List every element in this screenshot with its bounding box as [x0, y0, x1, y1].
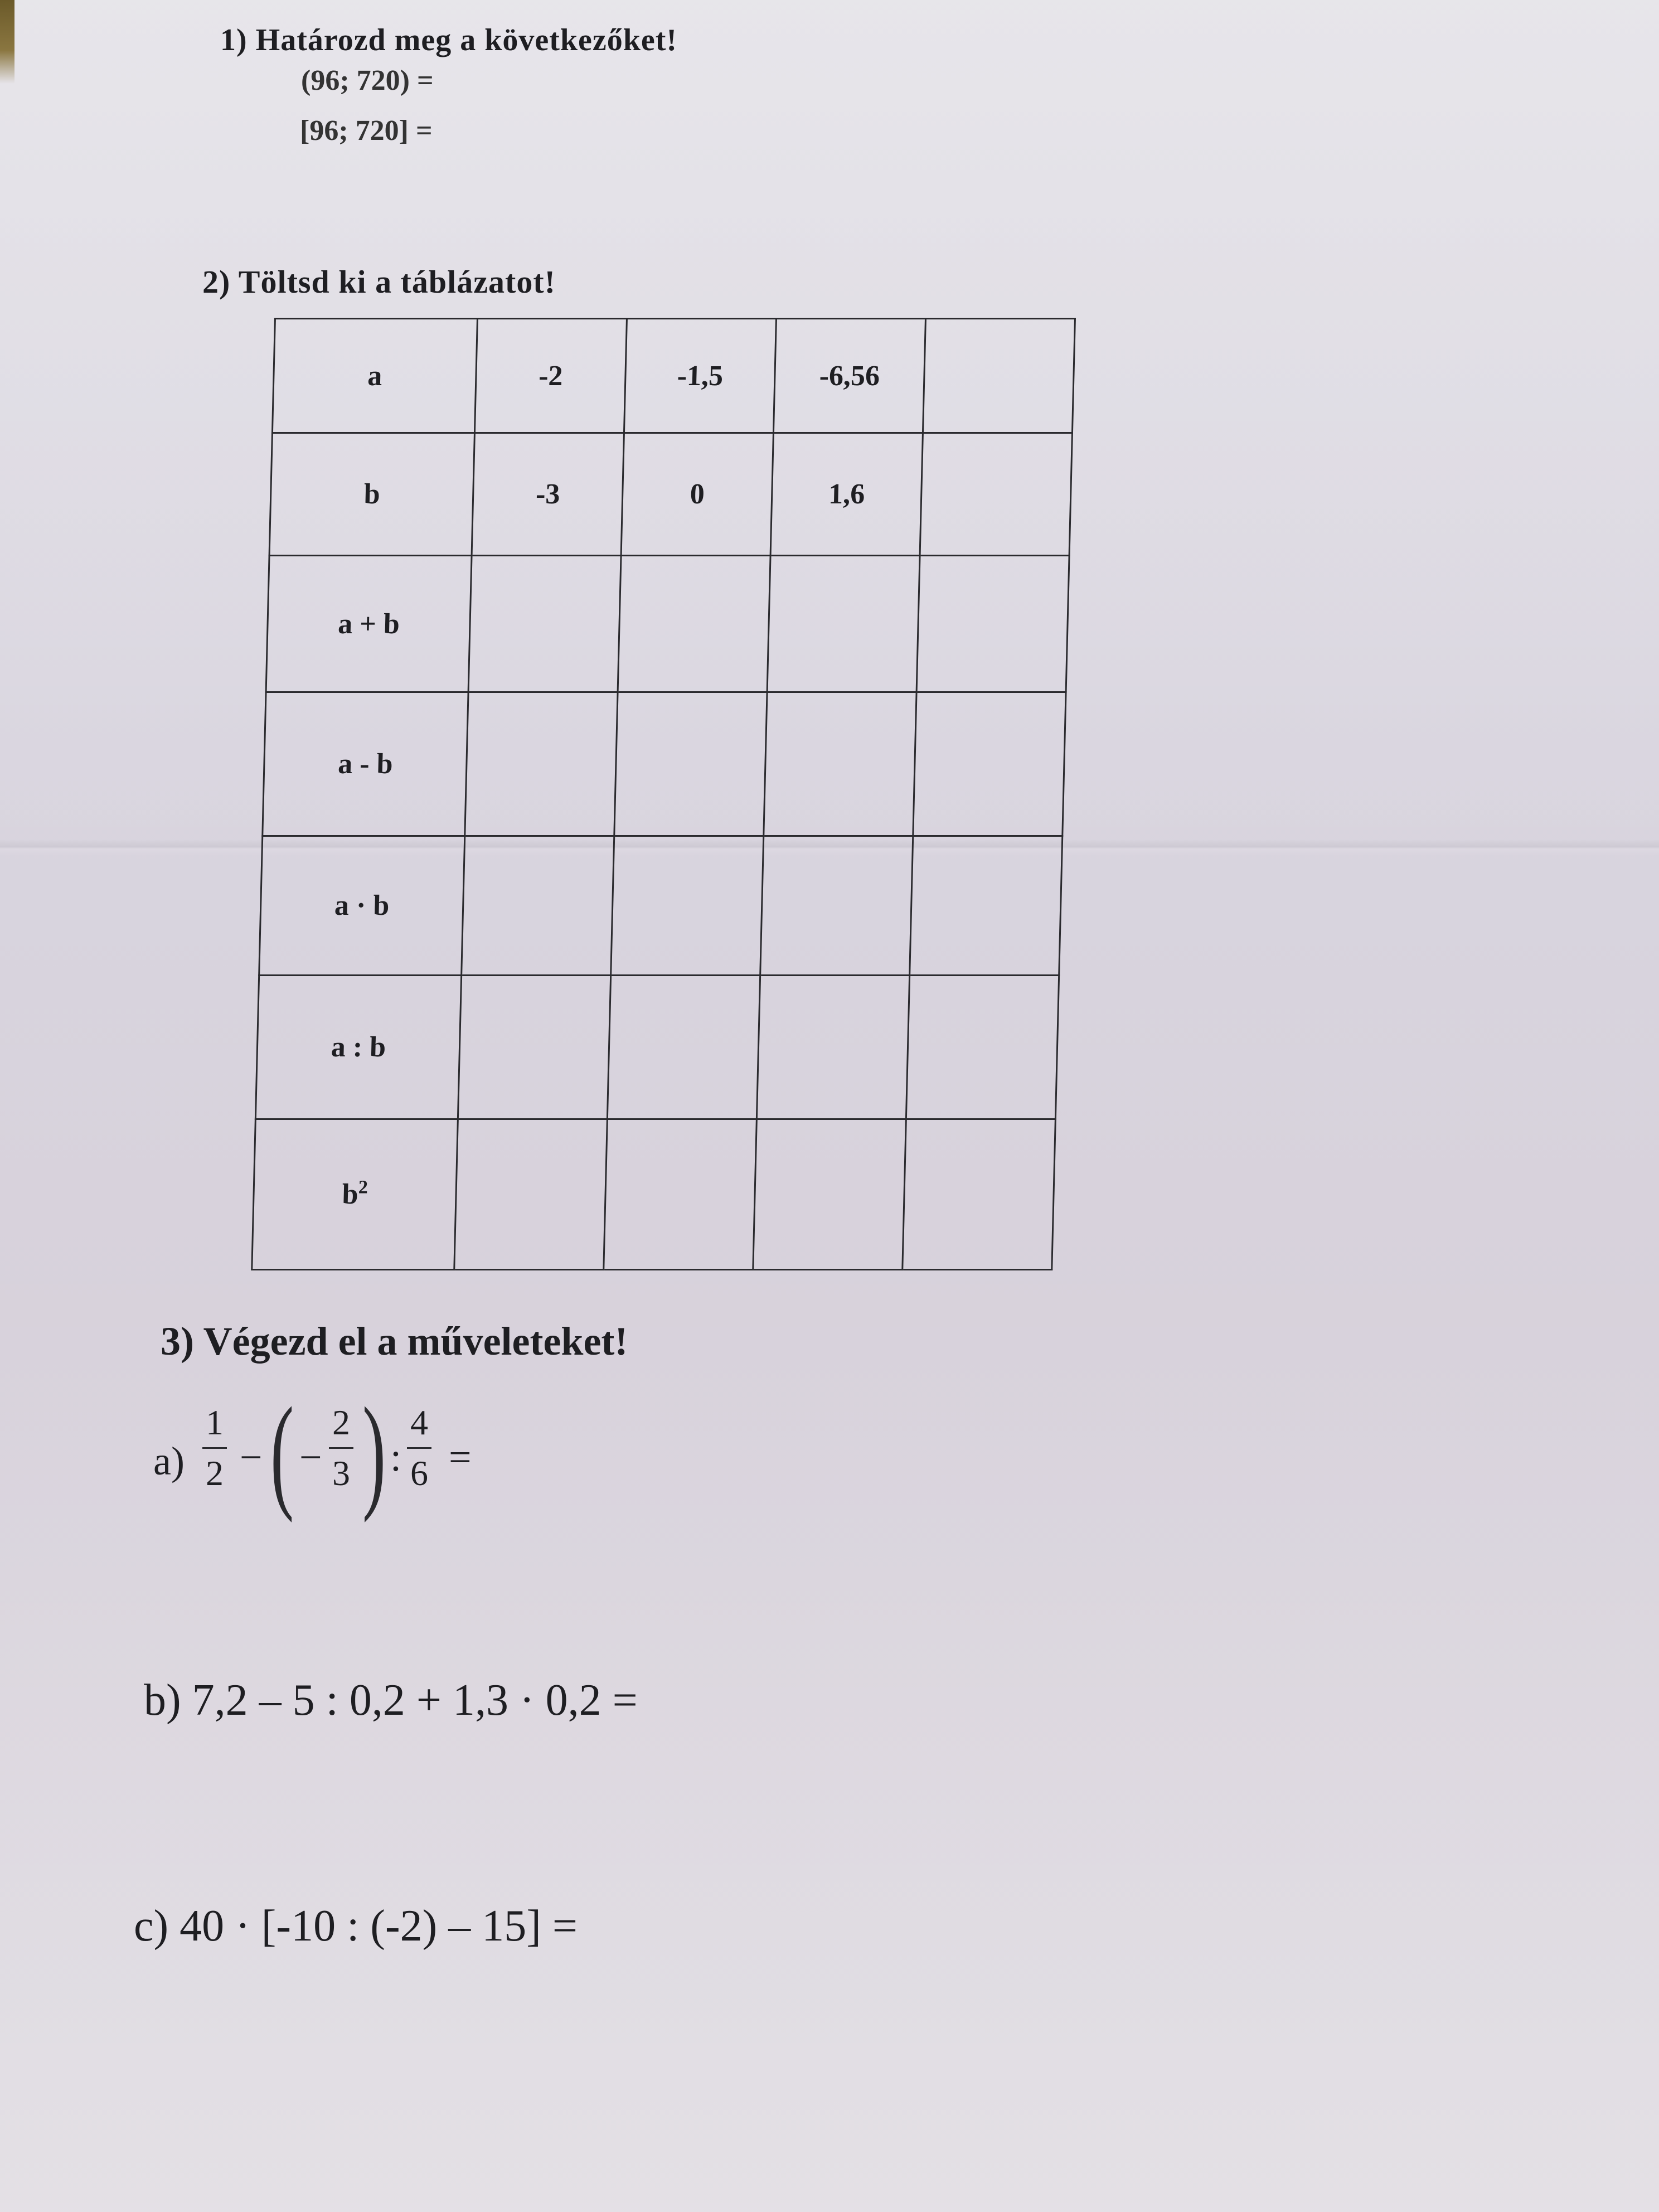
- table-cell: a : b: [255, 976, 461, 1119]
- minus-sign: −: [299, 1435, 322, 1479]
- table-cell: [767, 556, 920, 692]
- minus-sign: −: [240, 1435, 263, 1479]
- table-cell: a + b: [266, 556, 472, 692]
- table-row: [252, 1119, 1056, 1270]
- fraction-one-half: [202, 1405, 227, 1491]
- table-cell: [760, 836, 913, 976]
- table-row: [255, 976, 1059, 1119]
- table-cell: [604, 1119, 757, 1270]
- table-cell: [920, 433, 1072, 556]
- left-parenthesis: (: [270, 1381, 294, 1523]
- fraction-bar: [407, 1447, 431, 1449]
- fraction-denominator: 3: [332, 1453, 350, 1493]
- table-cell: a - b: [263, 692, 468, 836]
- table-cell: -1,5: [624, 319, 776, 433]
- table-cell: [458, 976, 610, 1119]
- table-cell: -3: [472, 433, 624, 556]
- table-cell: [607, 976, 760, 1119]
- table-cell: -2: [474, 319, 627, 433]
- table-cell: -6,56: [773, 319, 925, 433]
- table-cell: a · b: [259, 836, 465, 976]
- b-squared-exponent: 2: [358, 1177, 368, 1198]
- table-cell: [611, 836, 764, 976]
- fraction-two-thirds: [329, 1405, 353, 1491]
- table-cell: a: [272, 319, 477, 433]
- table-cell: [906, 976, 1059, 1119]
- table-cell: 0: [621, 433, 773, 556]
- fraction-numerator: 4: [410, 1403, 428, 1442]
- table-cell: [756, 976, 909, 1119]
- table-cell: [614, 692, 767, 836]
- fraction-denominator: 2: [206, 1453, 224, 1493]
- table-cell: [916, 556, 1069, 692]
- task-1-lcm-line: [96; 720] =: [300, 115, 433, 147]
- table-cell: 1,6: [770, 433, 923, 556]
- table-cell-b-squared: [252, 1119, 458, 1270]
- task-1-title: 1) Határozd meg a következőket!: [220, 23, 678, 57]
- table-row: [263, 692, 1066, 836]
- table-row: [269, 433, 1072, 556]
- task-1-gcd-line: (96; 720) =: [301, 65, 434, 96]
- exercise-a: [153, 1381, 499, 1533]
- table-cell: [764, 692, 916, 836]
- table-cell: [753, 1119, 906, 1270]
- b-squared-base: b: [341, 1178, 359, 1210]
- fraction-numerator: 2: [332, 1403, 350, 1442]
- table-cell: [454, 1119, 608, 1270]
- fraction-numerator: 1: [206, 1403, 224, 1442]
- table-cell: [903, 1119, 1056, 1270]
- table-cell: [913, 692, 1066, 836]
- value-table: [251, 318, 1076, 1270]
- equals-sign: =: [449, 1435, 472, 1479]
- table-cell: [910, 836, 1063, 976]
- table-cell: b: [269, 433, 474, 556]
- exercise-c: c) 40 · [-10 : (-2) – 15] =: [134, 1901, 578, 1951]
- table-cell: [618, 556, 770, 692]
- table-row: [266, 556, 1069, 692]
- right-parenthesis: ): [362, 1381, 386, 1523]
- page-edge-shadow: [0, 0, 14, 84]
- table-cell: [462, 836, 614, 976]
- table-cell: [465, 692, 618, 836]
- division-colon: :: [390, 1435, 402, 1479]
- fraction-bar: [202, 1447, 227, 1449]
- table-row: [259, 836, 1063, 976]
- fraction-four-sixths: [407, 1405, 431, 1491]
- exercise-a-label: a): [153, 1439, 185, 1483]
- task-3-title: 3) Végezd el a műveleteket!: [161, 1319, 628, 1364]
- task-2-title: 2) Töltsd ki a táblázatot!: [202, 264, 556, 300]
- table-cell: [468, 556, 621, 692]
- exercise-b: b) 7,2 – 5 : 0,2 + 1,3 · 0,2 =: [144, 1676, 638, 1725]
- fraction-bar: [329, 1447, 353, 1449]
- table-row: [272, 319, 1075, 433]
- table-cell: [923, 319, 1075, 433]
- fraction-denominator: 6: [410, 1453, 428, 1493]
